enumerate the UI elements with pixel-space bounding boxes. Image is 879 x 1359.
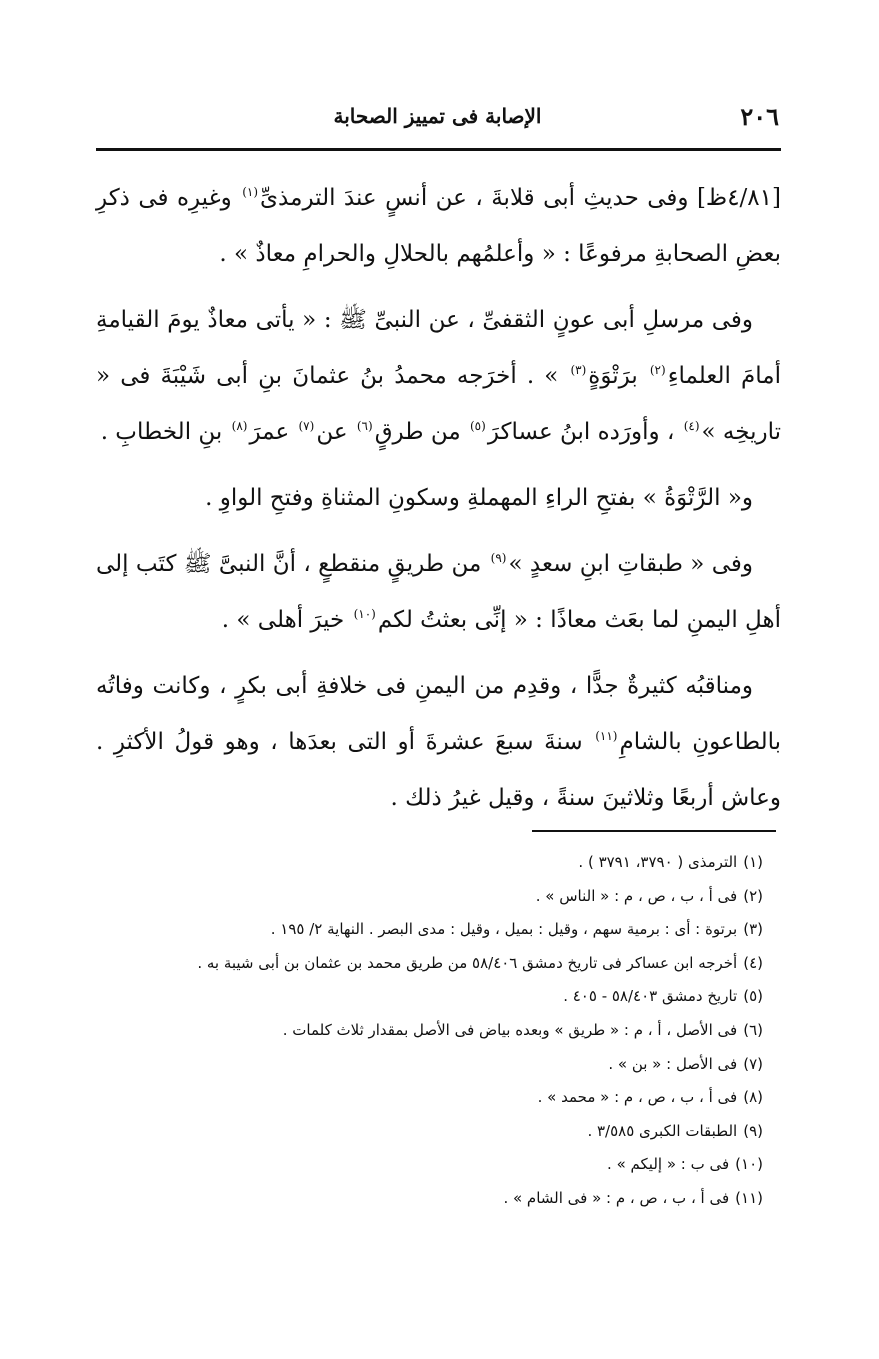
header-rule bbox=[96, 148, 781, 151]
paragraph-5: ومناقبُه كثيرةٌ جدًّا ، وقدِم من اليمنِ فى خلافةِ أبى بكرٍ ، وكانت وفاتُه بالطاعونِ بالشامِ$^{(١١)}$ سنةَ سبعَ عشرةَ أو التى بعدَها ، وهو قولُ الأكثرِ . وعاش أربعًا وثلاثينَ سنةً ، وقيل غيرُ ذلك . bbox=[96, 673, 781, 811]
paragraph-3: و« الرَّتْوَةُ » بفتحِ الراءِ المهملةِ وسكونِ المثناةِ وفتحِ الواوِ . bbox=[205, 485, 753, 511]
footnote-item: (٩)الطبقات الكبرى ٣/٥٨٥ . bbox=[587, 1121, 763, 1140]
main-text bbox=[96, 170, 781, 836]
footnote-item: (٧)فى الأصل : « بن » . bbox=[608, 1054, 763, 1073]
footnote-ref-11[interactable]: (١١) bbox=[595, 729, 618, 744]
footnote-ref-3[interactable]: (٣) bbox=[570, 363, 587, 378]
footnote-ref-1[interactable]: (١) bbox=[242, 185, 259, 200]
footnote-ref-8[interactable]: (٨) bbox=[231, 419, 248, 434]
paragraph-2: وفى مرسلِ أبى عونٍ الثقفىِّ ، عن النبىِّ ﷺ : « يأتى معاذٌ يومَ القيامةِ أمامَ العلماءِ$^{(٢)}$ برَتْوَةٍ$^{(٣)}$ » . أخرَجه محمدُ بنُ عثمانَ بنِ أبى شَيْبَةَ فى « تاريخِه »$^{(٤)}$ ، وأورَده ابنُ عساكرَ$^{(٥)}$ من طرقٍ$^{(٦)}$ عن$^{(٧)}$ عمرَ$^{(٨)}$ بنِ الخطابِ . bbox=[96, 307, 781, 445]
footnote-separator bbox=[532, 830, 776, 832]
footnote-ref-4[interactable]: (٤) bbox=[683, 419, 700, 434]
footnote-ref-9[interactable]: (٩) bbox=[490, 551, 507, 566]
footnote-ref-6[interactable]: (٦) bbox=[356, 419, 373, 434]
footnote-item: (٨)فى أ ، ب ، ص ، م : « محمد » . bbox=[537, 1088, 763, 1107]
footnote-item: (٦)فى الأصل ، أ ، م : « طريق » وبعده بياض فى الأصل بمقدار ثلاث كلمات . bbox=[282, 1020, 763, 1039]
footnotes bbox=[96, 846, 781, 1216]
book-title: الإصابة فى تمييز الصحابة bbox=[333, 104, 542, 128]
footnote-ref-7[interactable]: (٧) bbox=[298, 419, 315, 434]
page-number: ٢٠٦ bbox=[740, 102, 779, 131]
footnote-item: (٥)تاريخ دمشق ٥٨/٤٠٣ - ٤٠٥ . bbox=[563, 987, 763, 1006]
footnote-item: (١٠)فى ب : « إليكم » . bbox=[607, 1155, 763, 1174]
page-header bbox=[96, 98, 779, 138]
paragraph-1: [٤/٨١ظ] وفى حديثِ أبى قلابةَ ، عن أنسٍ عندَ الترمذىِّ$^{(١)}$ وغيرِه فى ذكرِ بعضِ الصحابةِ مرفوعًا : « وأعلمُهم بالحلالِ والحرامِ معاذٌ » . bbox=[96, 185, 781, 267]
paragraph-4: وفى « طبقاتِ ابنِ سعدٍ »$^{(٩)}$ من طريقٍ منقطعٍ ، أنَّ النبىَّ ﷺ كتَب إلى أهلِ اليمنِ لما بعَث معاذًا : « إنِّى بعثتُ لكم$^{(١٠)}$ خيرَ أهلى » . bbox=[96, 551, 781, 633]
footnote-ref-5[interactable]: (٥) bbox=[469, 419, 486, 434]
footnote-item: (٤)أخرجه ابن عساكر فى تاريخ دمشق ٥٨/٤٠٦ من طريق محمد بن عثمان بن أبى شيبة به . bbox=[197, 953, 763, 972]
footnote-item: (١١)فى أ ، ب ، ص ، م : « فى الشام » . bbox=[503, 1188, 763, 1207]
footnote-ref-2[interactable]: (٢) bbox=[649, 363, 666, 378]
footnote-ref-10[interactable]: (١٠) bbox=[353, 607, 376, 622]
footnote-item: (٣)برتوة : أى : برمية سهم ، وقيل : بميل ، وقيل : مدى البصر . النهاية ٢/ ١٩٥ . bbox=[270, 920, 763, 939]
footnote-item: (٢)فى أ ، ب ، ص ، م : « الناس » . bbox=[535, 886, 763, 905]
footnote-item: (١)الترمذى ( ٣٧٩٠، ٣٧٩١ ) . bbox=[578, 853, 763, 871]
